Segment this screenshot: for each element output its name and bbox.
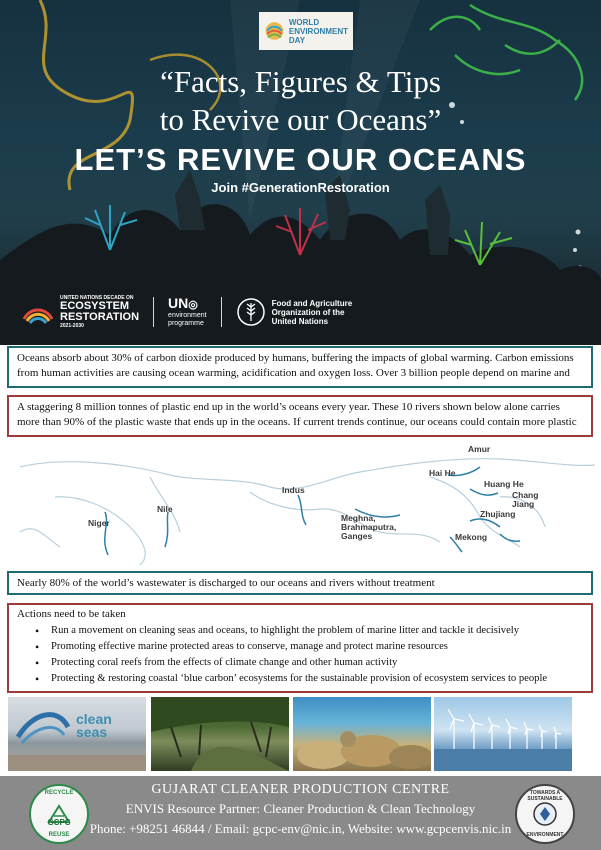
wind-turbines-graphic — [434, 697, 572, 771]
ecosystem-restoration-icon — [22, 299, 54, 325]
fao-logo — [236, 297, 353, 327]
river-label-hai-he: Hai He — [429, 468, 456, 478]
actions-list — [17, 623, 583, 687]
clean-seas-photo — [8, 697, 146, 771]
river-label-amur: Amur — [468, 444, 491, 454]
wastewater-fact-box: Nearly 80% of the world’s wastewater is discharged to our oceans and rivers without treatment — [7, 571, 593, 595]
action-item: • Promoting effective marine protected areas to conserve, manage and protect marine resources — [35, 639, 583, 655]
footer-partner-line: ENVIS Resource Partner: Cleaner Production & Clean Technology — [125, 801, 476, 816]
mangrove-photo — [151, 697, 289, 771]
unep-subtitle: environment programme — [168, 311, 207, 327]
fao-wheat-icon — [236, 297, 266, 327]
footer — [0, 776, 601, 850]
action-item: • Run a movement on cleaning seas and oceans, to highlight the problem of marine litter and tackle it decisively — [35, 623, 583, 639]
seal-emblem-icon — [532, 801, 558, 827]
mangrove-graphic — [151, 697, 289, 771]
wind-farm-photo — [434, 697, 572, 771]
headline-line-1: “Facts, Figures & Tips — [160, 64, 441, 99]
river-label-huang-he: Huang He — [484, 479, 524, 489]
rivers-map — [0, 437, 601, 567]
coral-reef-photo — [293, 697, 431, 771]
plastic-fact-box: A staggering 8 million tonnes of plastic end up in the world’s oceans every year. These 10 rivers shown below alone carries more than 90% of the plastic waste that ends up in the oceans. If current trends continue, our oceans could contain more plastic — [7, 395, 593, 437]
river-label-indus: Indus — [282, 485, 305, 495]
unep-logo — [168, 294, 207, 328]
river-label-niger: Niger — [88, 518, 110, 528]
coral-graphic — [293, 697, 431, 771]
unep-title: UN◎ — [168, 294, 198, 311]
river-label-chang-jiang: Chang Jiang — [512, 490, 539, 509]
hashtag-tagline: Join #GenerationRestoration — [211, 180, 390, 195]
action-item: • Protecting coral reefs from the effects of climate change and other human activity — [35, 655, 583, 671]
page-title: LET’S REVIVE OUR OCEANS — [74, 142, 527, 177]
decade-years: 2021-2030 — [60, 323, 84, 329]
recycle-label: RECYCLE — [44, 790, 74, 796]
gcpc-recycle-logo — [29, 784, 89, 844]
sustainable-environment-seal — [515, 784, 575, 844]
co2-fact-box: Oceans absorb about 30% of carbon dioxide produced by humans, buffering the impacts of global warming. Carbon emissions from human activities are causing ocean warming, acidification and oxygen loss. Over 3 billion people depend on marine and — [7, 346, 593, 388]
reuse-label: REUSE — [48, 832, 70, 838]
clean-seas-logo: clean seas — [76, 711, 112, 740]
seal-top-text: TOWARDS A SUSTAINABLE — [527, 790, 563, 802]
footer-org-name: GUJARAT CLEANER PRODUCTION CENTRE — [151, 782, 450, 797]
gcpc-label: GCPC — [47, 818, 71, 827]
seal-bottom-text: ENVIRONMENT — [526, 832, 564, 838]
actions-box — [7, 603, 593, 693]
river-label-zhujiang: Zhujiang — [480, 509, 516, 519]
headline-line-2: to Revive our Oceans” — [159, 102, 442, 137]
ecosystem-restoration-label: ECOSYSTEM RESTORATION — [60, 300, 140, 323]
river-label-mekong: Mekong — [455, 532, 488, 542]
actions-title: Actions need to be taken — [17, 608, 126, 620]
decade-label: UNITED NATIONS DECADE ON — [60, 295, 134, 301]
world-environment-day-logo — [259, 12, 353, 50]
partner-divider — [153, 297, 154, 327]
world-map-outline — [0, 437, 601, 567]
hero-banner — [0, 0, 601, 345]
river-label-nile: Nile — [157, 504, 173, 514]
fao-label: Food and Agriculture Organization of the United Nations — [271, 298, 353, 326]
action-item: • Protecting & restoring coastal ‘blue carbon’ ecosystems for the sustainable provision of ecosystem services to people — [35, 671, 583, 687]
river-label-meghna: Meghna, Brahmaputra, Ganges — [341, 513, 397, 541]
world-environment-day-swirl-icon — [264, 16, 285, 46]
world-environment-day-text: WORLD ENVIRONMENT DAY — [288, 17, 348, 45]
footer-contact-line: Phone: +98251 46844 / Email: gcpc-env@nic.in, Website: www.gcpcenvis.nic.in — [89, 821, 512, 836]
partner-logos — [22, 292, 462, 332]
partner-divider — [221, 297, 222, 327]
ecosystem-restoration-logo — [22, 295, 139, 329]
